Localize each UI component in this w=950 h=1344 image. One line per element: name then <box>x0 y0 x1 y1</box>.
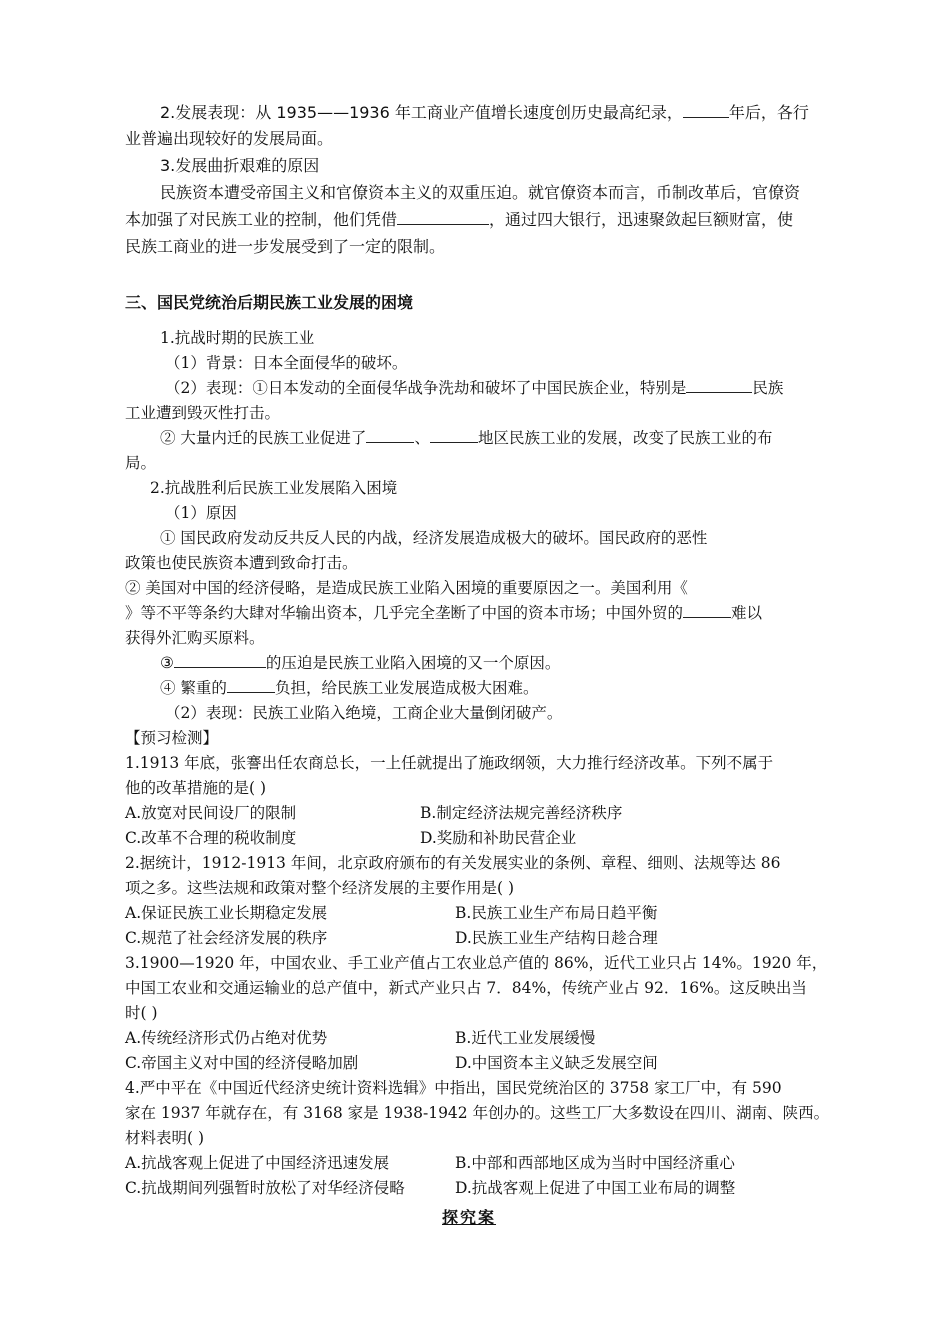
fill-blank <box>686 377 752 393</box>
item-3-heading: 3.发展曲折艰难的原因 <box>160 156 320 175</box>
question-2-option-d: D.民族工业生产结构日趁合理 <box>455 929 658 947</box>
question-4-option-d: D.抗战客观上促进了中国工业布局的调整 <box>455 1179 736 1197</box>
question-4-option-c: C.抗战期间列强暂时放松了对华经济侵略 <box>125 1179 405 1197</box>
reason-1-line-1: ① 国民政府发动反共反人民的内战，经济发展造成极大的破坏。国民政府的恶性 <box>160 529 708 547</box>
relocation-line-1: ② 大量内迁的民族工业促进了 、 地区民族工业的发展，改变了民族工业的布 <box>160 429 773 447</box>
fill-blank <box>227 677 275 693</box>
section-3-heading: 三、国民党统治后期民族工业发展的困境 <box>125 293 414 312</box>
reason-paragraph-line-1: 民族资本遭受帝国主义和官僚资本主义的双重压迫。就官僚资本而言，币制改革后，官僚资 <box>160 183 801 202</box>
reason-2-line-2: 》等不平等条约大肆对华输出资本，几乎完全垄断了中国的资本市场；中国外贸的 难以 <box>125 604 763 622</box>
question-1-line-1: 1.1913 年底，张謇出任农商总长，一上任就提出了施政纲领，大力推行经济改革。下列不属于 <box>125 754 774 772</box>
question-3-option-a: A.传统经济形式仍占绝对优势 <box>125 1029 328 1047</box>
question-2-option-b: B.民族工业生产布局日趋平衡 <box>455 904 658 922</box>
reason-paragraph-line-3: 民族工商业的进一步发展受到了一定的限制。 <box>125 237 446 256</box>
quiz-heading: 【预习检测】 <box>125 729 219 747</box>
performance-line: （2）表现：民族工业陷入绝境，工商企业大量倒闭破产。 <box>165 704 563 722</box>
inquiry-section-title: 探究案 <box>442 1208 497 1227</box>
question-1-option-a: A.放宽对民间设厂的限制 <box>125 804 297 822</box>
question-4-line-2: 家在 1937 年就存在，有 3168 家是 1938-1942 年创办的。这些工厂大多数设在四川、湖南、陕西。 <box>125 1104 830 1122</box>
question-1-line-2: 他的改革措施的是( ) <box>125 779 267 797</box>
fill-blank <box>683 102 729 118</box>
fill-blank <box>430 427 478 443</box>
question-2-line-2: 项之多。这些法规和政策对整个经济发展的主要作用是( ) <box>125 879 515 897</box>
question-1-option-b: B.制定经济法规完善经济秩序 <box>420 804 623 822</box>
performance-line-2: 工业遭到毁灭性打击。 <box>125 404 281 422</box>
sub-heading-1: 1.抗战时期的民族工业 <box>160 329 315 347</box>
question-3-option-d: D.中国资本主义缺乏发展空间 <box>455 1054 658 1072</box>
question-4-option-b: B.中部和西部地区成为当时中国经济重心 <box>455 1154 735 1172</box>
item-2-text-end: 年后，各行 <box>728 103 809 122</box>
question-2-line-1: 2.据统计，1912-1913 年间，北京政府颁布的有关发展实业的条例、章程、细则、法规等达 86 <box>125 854 781 872</box>
question-2-option-a: A.保证民族工业长期稳定发展 <box>125 904 328 922</box>
question-3-option-c: C.帝国主义对中国的经济侵略加剧 <box>125 1054 359 1072</box>
reason-3-line: ③ 的压迫是民族工业陷入困境的又一个原因。 <box>160 654 561 672</box>
fill-blank <box>397 209 489 225</box>
question-2-option-c: C.规范了社会经济发展的秩序 <box>125 929 328 947</box>
background-line: （1）背景：日本全面侵华的破坏。 <box>165 354 408 372</box>
question-1-option-d: D.奖励和补助民营企业 <box>420 829 577 847</box>
item-2-line <box>160 102 809 124</box>
question-3-line-2: 中国工农业和交通运输业的总产值中，新式产业只占 7．84%，传统产业占 92．16%。这反映出当 <box>125 979 807 997</box>
question-3-option-b: B.近代工业发展缓慢 <box>455 1029 596 1047</box>
fill-blank <box>366 427 414 443</box>
item-2-text: 2.发展表现：从 1935——1936 年工商业产值增长速度创历史最高纪录， <box>160 103 683 122</box>
reason-1-line-2: 政策也使民族资本遭到致命打击。 <box>125 554 358 572</box>
reason-heading: （1）原因 <box>165 504 237 522</box>
question-3-line-1: 3.1900—1920 年，中国农业、手工业产值占工农业总产值的 86%，近代工业只占 14%。1920 年， <box>125 954 828 972</box>
question-4-option-a: A.抗战客观上促进了中国经济迅速发展 <box>125 1154 390 1172</box>
performance-line-1: （2）表现：①日本发动的全面侵华战争洗劫和破坏了中国民族企业，特别是 民族 <box>165 379 784 397</box>
question-4-line-1: 4.严中平在《中国近代经济史统计资料选辑》中指出，国民党统治区的 3758 家工厂中，有 590 <box>125 1079 782 1097</box>
fill-blank <box>174 652 266 668</box>
relocation-line-2: 局。 <box>125 454 157 472</box>
question-4-line-3: 材料表明( ) <box>125 1129 205 1147</box>
question-3-line-3: 时( ) <box>125 1004 158 1022</box>
reason-2-line-3: 获得外汇购买原料。 <box>125 629 265 647</box>
fill-blank <box>683 602 731 618</box>
sub-heading-2: 2.抗战胜利后民族工业发展陷入困境 <box>150 479 398 497</box>
reason-2-line-1: ② 美国对中国的经济侵略，是造成民族工业陷入困境的重要原因之一。美国利用《 <box>125 579 688 597</box>
reason-paragraph-line-2: 本加强了对民族工业的控制，他们凭借 ，通过四大银行，迅速聚敛起巨额财富，使 <box>125 210 794 229</box>
item-2-line-2: 业普遍出现较好的发展局面。 <box>125 129 334 148</box>
question-1-option-c: C.改革不合理的税收制度 <box>125 829 297 847</box>
reason-4-line: ④ 繁重的 负担，给民族工业发展造成极大困难。 <box>160 679 539 697</box>
